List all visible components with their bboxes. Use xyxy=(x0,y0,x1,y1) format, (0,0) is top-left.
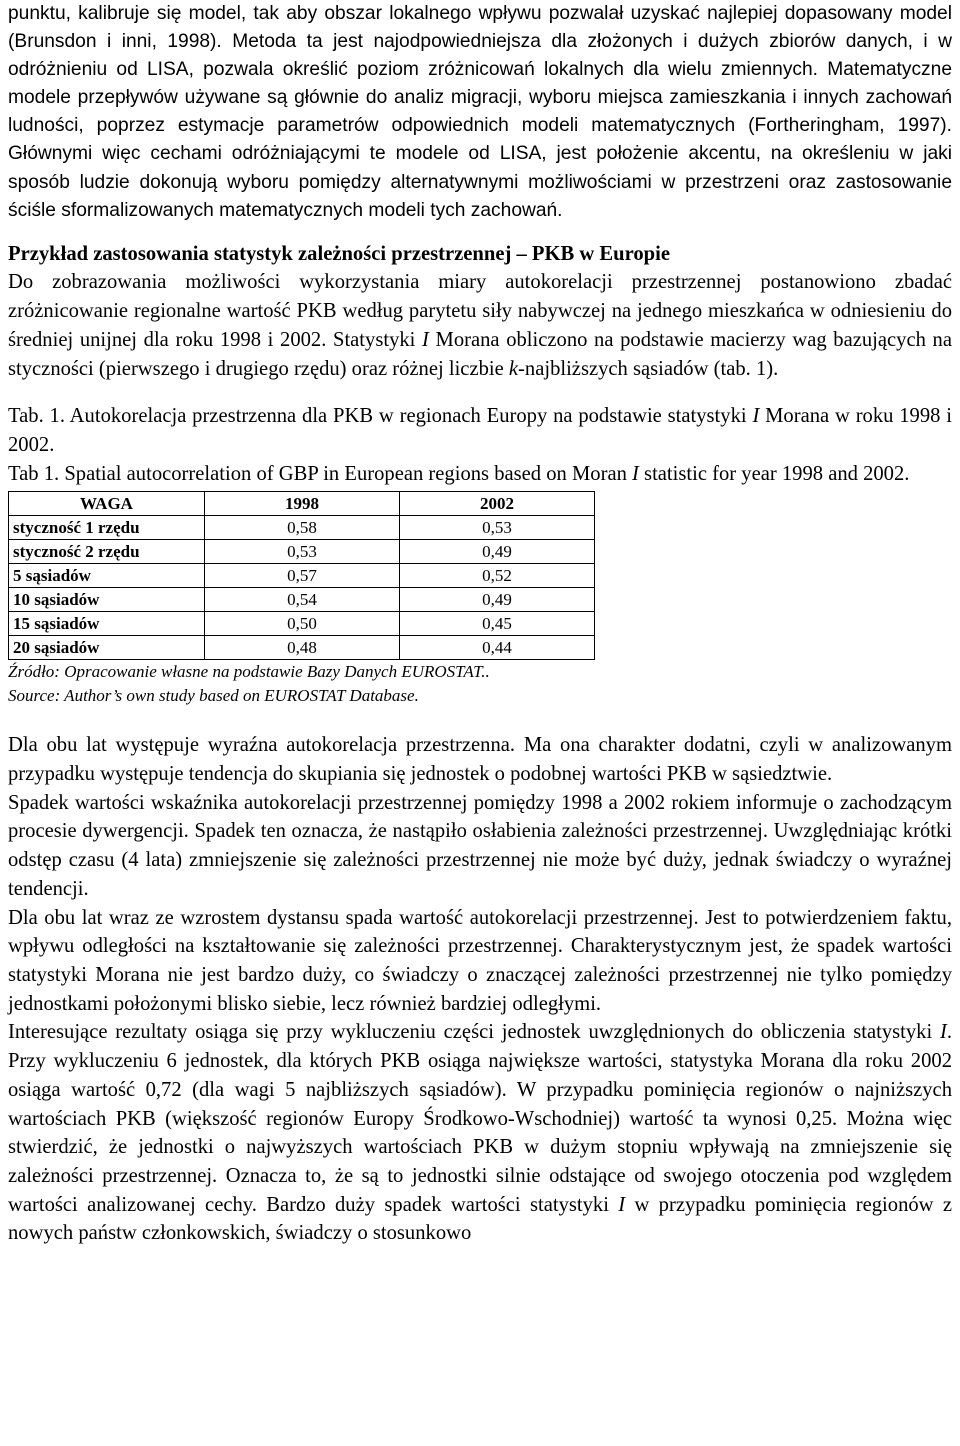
header-2002: 2002 xyxy=(400,492,595,516)
row-label: 5 sąsiadów xyxy=(9,564,205,588)
table-source-en: Source: Author’s own study based on EUROSTAT Database. xyxy=(8,686,419,706)
autocorrelation-table xyxy=(8,491,595,660)
table-source-pl: Źródło: Opracowanie własne na podstawie Bazy Danych EUROSTAT.. xyxy=(8,662,490,682)
value-2002: 0,44 xyxy=(400,636,595,660)
table-row xyxy=(9,612,595,636)
section-heading: Przykład zastosowania statystyk zależności przestrzennej – PKB w Europie xyxy=(8,242,670,265)
value-1998: 0,58 xyxy=(205,516,400,540)
body-paragraph-3: Dla obu lat wraz ze wzrostem dystansu spada wartość autokorelacji przestrzennej. Jest to potwierdzeniem faktu, wpływu odległości na kształtowanie się zależności przestrzennej. Charakterystycznym jest, że spadek wartości statystyki Morana nie jest bardzo duży, co świadczy o znaczącej zależności przestrzennej nie tylko pomiędzy jednostkami położonymi blisko siebie, lecz również bardziej odległymi. xyxy=(8,906,952,1015)
header-1998: 1998 xyxy=(205,492,400,516)
table-row xyxy=(9,636,595,660)
value-2002: 0,49 xyxy=(400,588,595,612)
value-2002: 0,53 xyxy=(400,516,595,540)
table-header-row xyxy=(9,492,595,516)
table-caption-pl: Tab. 1. Autokorelacja przestrzenna dla PKB w regionach Europy na podstawie statystyki I Morana w roku 1998 i 2002. xyxy=(8,405,952,456)
value-2002: 0,52 xyxy=(400,564,595,588)
header-waga: WAGA xyxy=(9,492,205,516)
row-label: 10 sąsiadów xyxy=(9,588,205,612)
body-paragraph-4: Interesujące rezultaty osiąga się przy wykluczeniu części jednostek uwzględnionych do obliczenia statystyki I. Przy wykluczeniu 6 jednostek, dla których PKB osiąga największe wartości, statystyka Morana dla roku 2002 osiąga wartość 0,72 (dla wagi 5 najbliższych sąsiadów). W przypadku pominięcia regionów o najniższych wartościach PKB (większość regionów Europy Środkowo-Wschodniej) wartość ta wynosi 0,25. Można więc stwierdzić, że jednostki o najwyższych wartościach PKB w dużym stopniu wpływają na zmniejszenie się zależności przestrzennej. Oznacza to, że są to jednostki silnie odstające od swojego otoczenia pod względem wartości analizowanej cechy. Bardzo duży spadek wartości statystyki I w przypadku pominięcia regionów z nowych państw członkowskich, świadczy o stosunkowo xyxy=(8,1021,953,1245)
table-row xyxy=(9,540,595,564)
table-caption-en: Tab 1. Spatial autocorrelation of GBP in European regions based on Moran I statistic for year 1998 and 2002. xyxy=(8,462,910,485)
value-2002: 0,49 xyxy=(400,540,595,564)
value-1998: 0,53 xyxy=(205,540,400,564)
value-1998: 0,50 xyxy=(205,612,400,636)
row-label: 15 sąsiadów xyxy=(9,612,205,636)
value-1998: 0,54 xyxy=(205,588,400,612)
row-label: 20 sąsiadów xyxy=(9,636,205,660)
section-paragraph: Do zobrazowania możliwości wykorzystania miary autokorelacji przestrzennej postanowiono zbadać zróżnicowanie regionalne wartość PKB według parytetu siły nabywczej na jednego mieszkańca w odniesieniu do średniej unijnej dla roku 1998 i 2002. Statystyki I Morana obliczono na podstawie macierzy wag bazujących na styczności (pierwszego i drugiego rzędu) oraz różnej liczbie k-najbliższych sąsiadów (tab. 1). xyxy=(8,271,952,380)
intro-paragraph: punktu, kalibruje się model, tak aby obszar lokalnego wpływu pozwalał uzyskać najlepiej dopasowany model (Brunsdon i inni, 1998). Metoda ta jest najodpowiedniejsza dla złożonych i dużych zbiorów danych, i w odróżnieniu od LISA, pozwala określić poziom zróżnicowań lokalnych dla wielu zmiennych. Matematyczne modele przepływów używane są głównie do analiz migracji, wyboru miejsca zamieszkania i innych zachowań ludności, poprzez estymacje parametrów odpowiednich modeli matematycznych (Fortheringham, 1997). Głównymi więc cechami odróżniającymi te modele od LISA, jest położenie akcentu, na określeniu w jaki sposób ludzie dokonują wyboru pomiędzy alternatywnymi możliwościami w przestrzeni oraz zastosowanie ściśle sformalizowanych matematycznych modeli tych zachowań. xyxy=(8,3,952,221)
value-1998: 0,48 xyxy=(205,636,400,660)
table-row xyxy=(9,516,595,540)
body-paragraph-1: Dla obu lat występuje wyraźna autokorelacja przestrzenna. Ma ona charakter dodatni, czyli w analizowanym przypadku występuje tendencja do skupiania się jednostek o podobnej wartości PKB w sąsiedztwie. xyxy=(8,734,952,786)
table-row xyxy=(9,564,595,588)
body-paragraph-2: Spadek wartości wskaźnika autokorelacji przestrzennej pomiędzy 1998 a 2002 rokiem informuje o zachodzącym procesie dywergencji. Spadek ten oznacza, że nastąpiło osłabienia zależności przestrzennej. Uwzględniając krótki odstęp czasu (4 lata) zmniejszenie się zależności przestrzennej nie może być duży, jednak świadczy o wyraźnej tendencji. xyxy=(8,791,952,900)
value-1998: 0,57 xyxy=(205,564,400,588)
table-row xyxy=(9,588,595,612)
row-label: styczność 1 rzędu xyxy=(9,516,205,540)
row-label: styczność 2 rzędu xyxy=(9,540,205,564)
value-2002: 0,45 xyxy=(400,612,595,636)
